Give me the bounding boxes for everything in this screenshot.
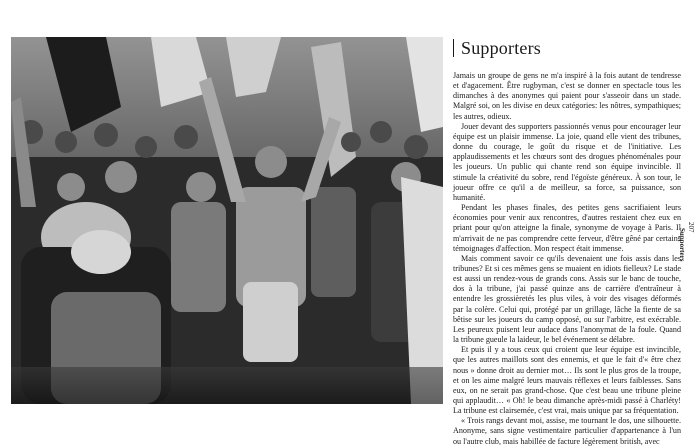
paragraph: Pendant les phases finales, des petites gens sacrifiaient leurs économies pour venir aux rencontres, d'autres restaient chez eux en priant pour qu'on atteigne la finale, synonyme de voyage à Paris. Il m'arrivait de ne pas comprendre cette ferveur, d'être gêné par certains témoignages d'affection. Mon respect était immense. [453, 203, 681, 253]
running-head: Supporters [678, 228, 686, 262]
paragraph: Mais comment savoir ce qu'ils devenaient une fois assis dans les tribunes? Et si ces mêmes gens se muaient en idiots fielleux? Le stade est aussi un rendez-vous de grands cons. Assis sur le banc de touche, dos à la tribune, j'ai passé quinze ans de carrière d'entraîneur à entendre les grossièretés les plus viles, à voir des visages déformés par la colère. Celui qui, protégé par un grillage, lâche la fiente de sa bêtise sur les joueurs du camp opposé, ou sur l'arbitre, est exécrable. Les peureux puisent leur audace dans l'anonymat de la foule. Quand la tribune gueule la laideur, le bel événement se délabre. [453, 253, 681, 345]
paragraph: Jouer devant des supporters passionnés venus pour encourager leur équipe est un plaisir immense. La joie, quand elle vient des tribunes, donne du courage, le goût du risque et de l'initiative. Les applaudissements et les chœurs sont des drogues phénoménales pour les joueurs. Un public qui chante rend son équipe invincible. Il stimule la créativité du sobre, rend l'égoïste généreux. À son tour, le joueur offre ce qu'il a de meilleur, sa force, sa puissance, son humanité. [453, 121, 681, 202]
chapter-title-text: Supporters [461, 38, 541, 58]
title-rule [453, 39, 454, 57]
paragraph: Et puis il y a tous ceux qui croient que leur équipe est invincible, que les autres maillots sont des ennemis, et que le fait d'« être chez nous » donne droit au dernier mot… Ils sont le plus gros de la troupe, et on les aime malgré leurs mauvais réflexes et leurs faiblesses. Sans eux, on ne serait pas grand-chose. Que c'est beau une tribune pleine qui applaudit… « Oh! le beau dimanche après-midi passé à Charléty! La tribune est clairsemée, c'est vrai, mais unique par sa fréquentation. [453, 345, 681, 416]
text-page [453, 37, 681, 446]
paragraph: Jamais un groupe de gens ne m'a inspiré à la fois autant de tendresse et d'agacement. Être rugbyman, c'est se donner en spectacle tous les dimanches à des anonymes qui paient pour s'asseoir dans un stade. Malgré soi, on les divise en deux catégories: les nôtres, sympathiques; les autres, odieux. [453, 71, 681, 121]
crowd-photo [11, 37, 443, 404]
body-text [453, 71, 681, 447]
paragraph: « Trois rangs devant moi, assise, me tournant le dos, une silhouette. Anonyme, sans signe vestimentaire particulier d'appartenance à l'un ou l'autre club, mais habillée de facture légèrement british, avec [453, 416, 681, 446]
page-number: 207 [687, 222, 695, 233]
page-margin-label [677, 222, 695, 261]
crowd-image [11, 37, 443, 404]
